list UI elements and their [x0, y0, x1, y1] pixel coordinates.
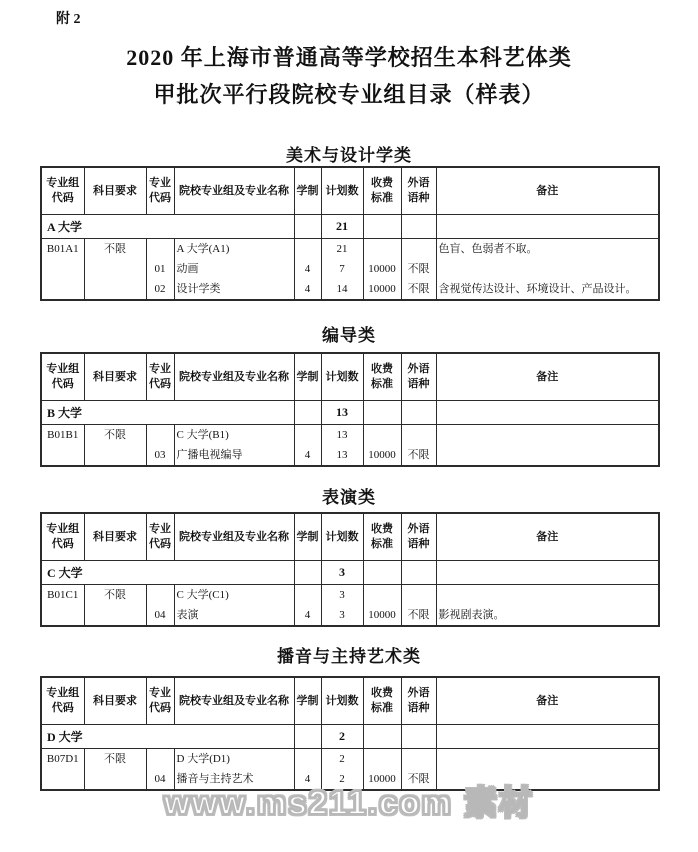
major-name: C 大学(C1) [176, 589, 229, 601]
section-heading-art-design: 美术与设计学类 [286, 146, 412, 165]
header-row [41, 167, 659, 215]
duration-value: 4 [304, 449, 311, 461]
duration-value [295, 749, 321, 769]
col-language: 外语 语种 [401, 167, 436, 215]
major-code [147, 239, 174, 259]
plan-value: 21 [336, 243, 348, 255]
remark-list [436, 239, 659, 301]
col-remarks: 备注 [436, 167, 659, 215]
remark-text [437, 445, 659, 465]
fee-value: 10000 [368, 773, 396, 785]
col-group-code: 专业组 代码 [41, 677, 84, 725]
duration-value: 4 [304, 609, 311, 621]
university-plan-total: 21 [321, 215, 363, 239]
col-duration: 学制 [294, 353, 321, 401]
plan-value: 2 [339, 753, 345, 765]
col-major-code: 专业 代码 [146, 677, 174, 725]
section-heading-performance: 表演类 [322, 488, 376, 507]
fee-value [364, 425, 401, 445]
col-major-name: 院校专业组及专业名称 [174, 677, 294, 725]
duration-value [295, 585, 321, 605]
col-duration: 学制 [294, 167, 321, 215]
header-row [41, 677, 659, 725]
fee-value [364, 239, 401, 259]
duration-value: 4 [304, 263, 311, 275]
col-fee: 收费 标准 [363, 353, 401, 401]
subject-requirement: 不限 [84, 239, 146, 301]
university-row [41, 725, 659, 749]
language-value [402, 425, 436, 445]
header-row [41, 513, 659, 561]
doc-title-line2: 甲批次平行段院校专业组目录（样表） [153, 82, 545, 107]
university-plan-total: 13 [321, 401, 363, 425]
university-name: C 大学 [41, 561, 294, 585]
language-value: 不限 [407, 773, 430, 785]
language-value: 不限 [407, 449, 430, 461]
col-major-name: 院校专业组及专业名称 [174, 167, 294, 215]
university-plan-total: 3 [321, 561, 363, 585]
language-list [401, 239, 436, 301]
major-name: D 大学(D1) [176, 753, 230, 765]
plan-value: 14 [336, 283, 348, 295]
major-name-list [174, 425, 294, 467]
col-major-code: 专业 代码 [146, 513, 174, 561]
major-code [147, 585, 174, 605]
group-row [41, 425, 659, 467]
table-directing [40, 352, 660, 467]
col-language: 外语 语种 [401, 513, 436, 561]
major-code-list [146, 585, 174, 627]
major-code: 04 [154, 609, 166, 621]
group-code: B01B1 [41, 425, 84, 467]
col-fee: 收费 标准 [363, 677, 401, 725]
col-group-code: 专业组 代码 [41, 353, 84, 401]
col-duration: 学制 [294, 677, 321, 725]
col-duration: 学制 [294, 513, 321, 561]
major-name: 播音与主持艺术 [176, 773, 254, 785]
remark-text: 色盲、色弱者不取。 [438, 243, 538, 255]
duration-list [294, 425, 321, 467]
group-code: B01A1 [41, 239, 84, 301]
major-name-list [174, 239, 294, 301]
fee-list [363, 585, 401, 627]
duration-value [295, 425, 321, 445]
plan-value: 13 [336, 449, 348, 461]
major-code [147, 425, 174, 445]
fee-list [363, 239, 401, 301]
col-major-name: 院校专业组及专业名称 [174, 353, 294, 401]
col-remarks: 备注 [436, 677, 659, 725]
major-name: 动画 [176, 263, 199, 275]
university-row [41, 561, 659, 585]
major-name: 设计学类 [176, 283, 221, 295]
fee-value: 10000 [368, 283, 396, 295]
col-subject-req: 科目要求 [84, 167, 146, 215]
col-fee: 收费 标准 [363, 513, 401, 561]
language-value [402, 585, 436, 605]
university-row [41, 215, 659, 239]
major-code-list [146, 239, 174, 301]
plan-list [321, 585, 363, 627]
major-code: 04 [154, 773, 166, 785]
col-subject-req: 科目要求 [84, 677, 146, 725]
remark-text [437, 259, 659, 279]
col-plan-count: 计划数 [321, 677, 363, 725]
major-code [147, 749, 174, 769]
duration-list [294, 585, 321, 627]
group-row [41, 239, 659, 301]
col-remarks: 备注 [436, 353, 659, 401]
plan-value: 3 [339, 609, 345, 621]
col-language: 外语 语种 [401, 353, 436, 401]
col-fee: 收费 标准 [363, 167, 401, 215]
plan-value: 3 [339, 589, 345, 601]
watermark-text: www.ms211.com 素材 [163, 784, 535, 821]
major-code: 02 [154, 283, 166, 295]
subject-requirement: 不限 [84, 425, 146, 467]
col-group-code: 专业组 代码 [41, 167, 84, 215]
major-name: 表演 [176, 609, 199, 621]
group-code: B01C1 [41, 585, 84, 627]
fee-value [364, 585, 401, 605]
col-subject-req: 科目要求 [84, 353, 146, 401]
major-code: 01 [154, 263, 166, 275]
major-name: A 大学(A1) [176, 243, 230, 255]
col-major-code: 专业 代码 [146, 167, 174, 215]
language-value: 不限 [407, 609, 430, 621]
fee-value: 10000 [368, 609, 396, 621]
col-major-code: 专业 代码 [146, 353, 174, 401]
col-group-code: 专业组 代码 [41, 513, 84, 561]
col-subject-req: 科目要求 [84, 513, 146, 561]
group-code: B07D1 [41, 749, 84, 791]
fee-value: 10000 [368, 263, 396, 275]
col-language: 外语 语种 [401, 677, 436, 725]
major-name: 广播电视编导 [176, 449, 243, 461]
language-value: 不限 [407, 283, 430, 295]
col-plan-count: 计划数 [321, 513, 363, 561]
table-performance [40, 512, 660, 627]
col-remarks: 备注 [436, 513, 659, 561]
section-heading-directing: 编导类 [322, 326, 376, 345]
duration-value: 4 [304, 283, 311, 295]
duration-list [294, 239, 321, 301]
duration-value: 4 [304, 773, 311, 785]
plan-list [321, 239, 363, 301]
subject-requirement: 不限 [84, 749, 146, 791]
doc-title-line1: 2020 年上海市普通高等学校招生本科艺体类 [126, 45, 572, 70]
language-list [401, 425, 436, 467]
duration-value [295, 239, 321, 259]
plan-value: 13 [336, 429, 348, 441]
remark-text [437, 585, 659, 605]
university-row [41, 401, 659, 425]
remark-text: 影视剧表演。 [438, 609, 505, 621]
major-name-list [174, 585, 294, 627]
language-list [401, 585, 436, 627]
fee-value [364, 749, 401, 769]
plan-value: 2 [339, 773, 345, 785]
group-row [41, 585, 659, 627]
university-name: D 大学 [41, 725, 294, 749]
remark-text [437, 425, 659, 445]
remark-text [437, 749, 659, 769]
plan-value: 7 [339, 263, 345, 275]
col-major-name: 院校专业组及专业名称 [174, 513, 294, 561]
language-value [402, 239, 436, 259]
table-broadcasting [40, 676, 660, 791]
fee-value: 10000 [368, 449, 396, 461]
major-name: C 大学(B1) [176, 429, 229, 441]
section-heading-broadcasting: 播音与主持艺术类 [277, 647, 421, 666]
col-plan-count: 计划数 [321, 353, 363, 401]
remark-text: 含视觉传达设计、环境设计、产品设计。 [438, 283, 637, 295]
plan-list [321, 425, 363, 467]
language-value: 不限 [407, 263, 430, 275]
col-plan-count: 计划数 [321, 167, 363, 215]
major-code-list [146, 425, 174, 467]
header-row [41, 353, 659, 401]
language-value [402, 749, 436, 769]
university-plan-total: 2 [321, 725, 363, 749]
fee-list [363, 425, 401, 467]
attachment-label: 附 2 [56, 12, 81, 27]
table-art-design [40, 166, 660, 301]
major-code: 03 [154, 449, 166, 461]
remark-list [436, 425, 659, 467]
remark-list [436, 585, 659, 627]
university-name: B 大学 [41, 401, 294, 425]
university-name: A 大学 [41, 215, 294, 239]
subject-requirement: 不限 [84, 585, 146, 627]
